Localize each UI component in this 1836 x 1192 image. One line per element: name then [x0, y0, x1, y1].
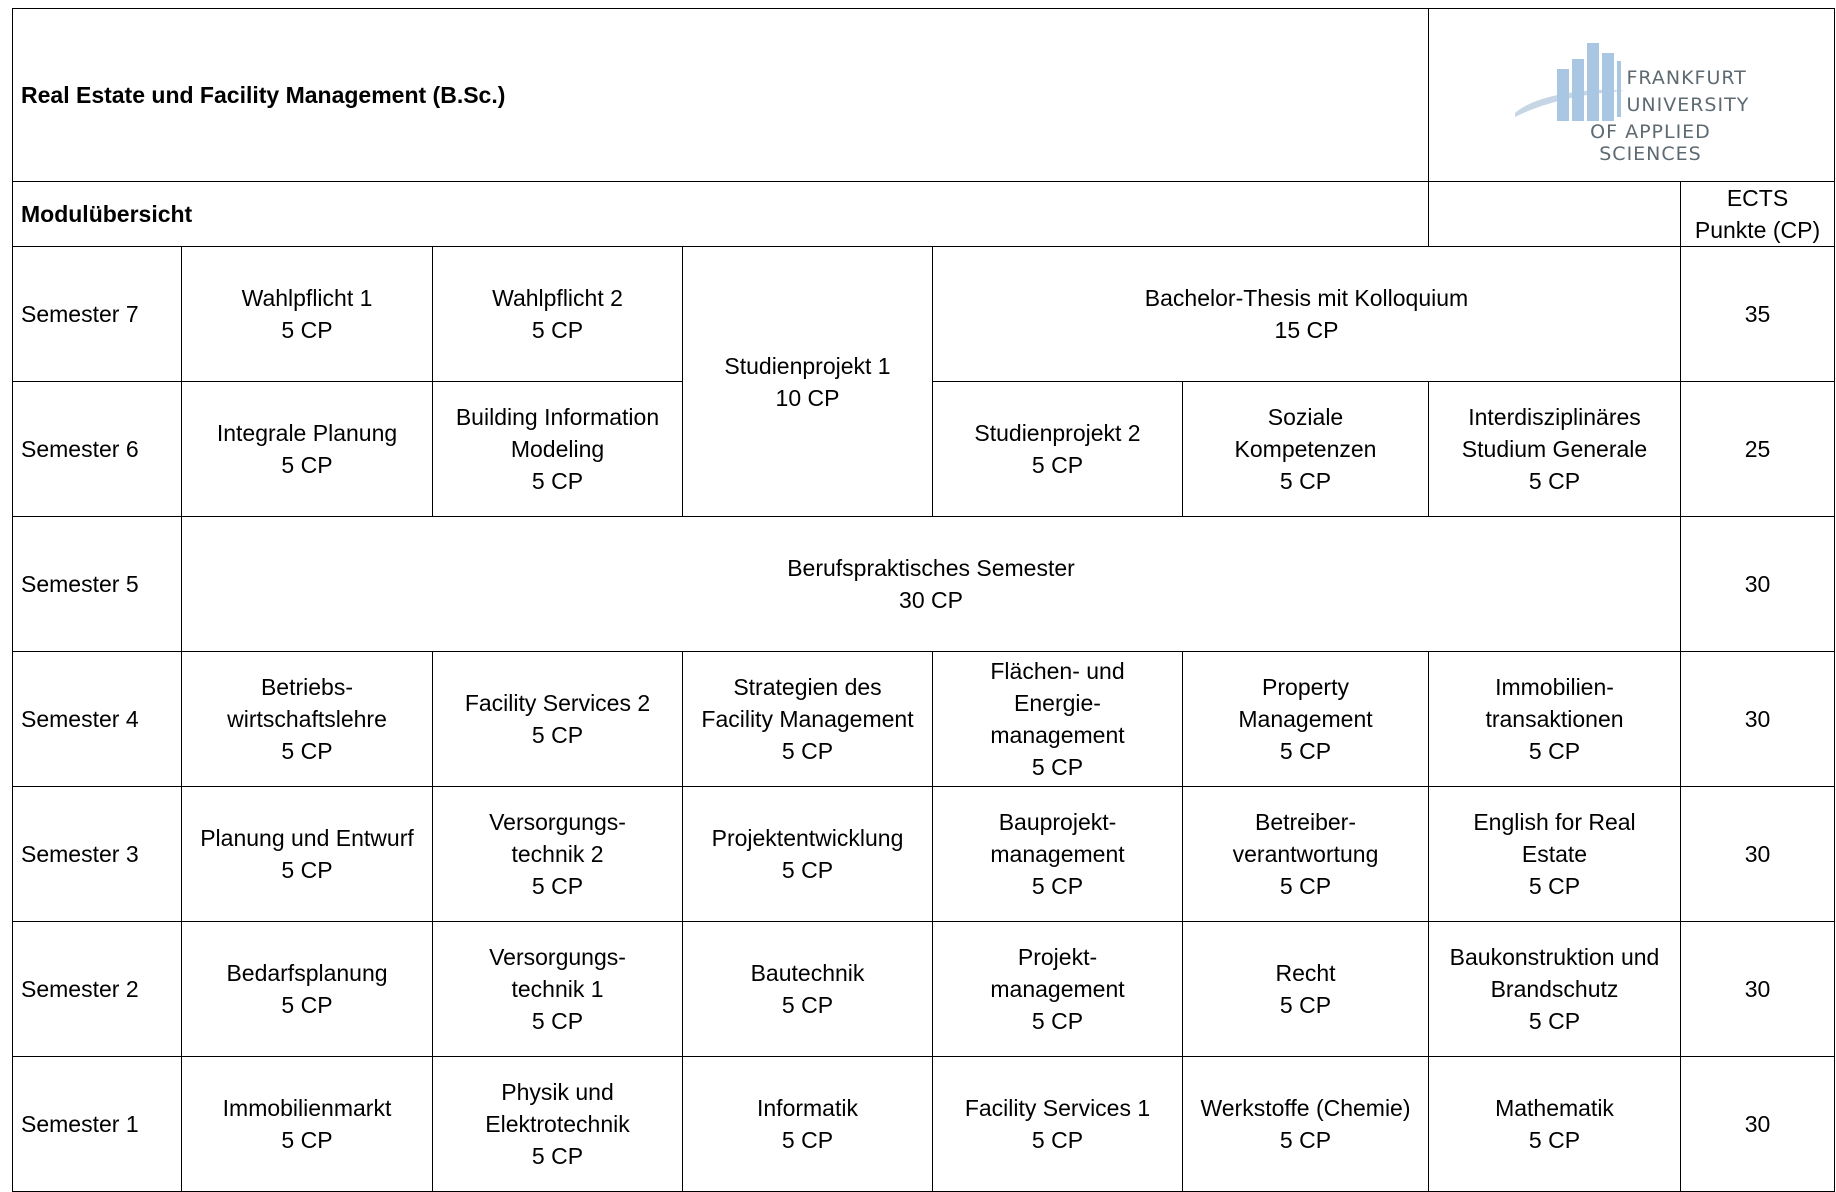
module-name: Projekt- management	[990, 944, 1125, 1002]
semester-label: Semester 4	[13, 652, 182, 787]
module-name: Interdisziplinäres Studium Generale	[1461, 404, 1648, 462]
module-name: Bachelor-Thesis mit Kolloquium	[1144, 285, 1469, 311]
module-cell	[433, 922, 683, 1057]
module-cp: 5 CP	[531, 317, 584, 343]
page-title: Real Estate und Facility Management (B.Sc.)	[13, 9, 1429, 182]
semester-label: Semester 7	[13, 247, 182, 382]
module-cell	[683, 247, 933, 517]
module-cp: 5 CP	[1031, 452, 1084, 478]
module-cp: 5 CP	[1031, 873, 1084, 899]
semester-label: Semester 6	[13, 382, 182, 517]
module-cp: 5 CP	[1528, 873, 1581, 899]
module-cell	[683, 922, 933, 1057]
module-cp: 5 CP	[781, 857, 834, 883]
semester-label: Semester 1	[13, 1057, 182, 1192]
semester-label: Semester 2	[13, 922, 182, 1057]
module-cell	[433, 382, 683, 517]
module-cp: 5 CP	[1031, 1127, 1084, 1153]
module-name: Integrale Planung	[216, 420, 398, 446]
module-cp: 5 CP	[781, 1127, 834, 1153]
module-cp: 5 CP	[1279, 738, 1332, 764]
module-cell	[1183, 787, 1429, 922]
module-name: Werkstoffe (Chemie)	[1200, 1095, 1411, 1121]
module-name: Facility Services 1	[964, 1095, 1151, 1121]
semester-row	[13, 1057, 1835, 1192]
module-name: Versorgungs- technik 2	[489, 809, 626, 867]
module-name: Facility Services 2	[464, 690, 651, 716]
module-cp: 5 CP	[1031, 1008, 1084, 1034]
semester-row	[13, 247, 1835, 382]
module-cp: 5 CP	[281, 857, 333, 883]
module-cp: 5 CP	[531, 722, 584, 748]
module-name: Baukonstruktion und Brandschutz	[1449, 944, 1660, 1002]
module-name: Berufspraktisches Semester	[787, 555, 1075, 581]
module-cell	[1429, 1057, 1681, 1192]
module-name: Property Management	[1238, 674, 1373, 732]
module-name: Projektentwicklung	[711, 825, 904, 851]
module-cp: 5 CP	[531, 1143, 584, 1169]
ects-value: 30	[1681, 517, 1835, 652]
module-name: Recht	[1275, 960, 1336, 986]
module-name: Studienprojekt 1	[724, 352, 891, 379]
module-cp: 5 CP	[1279, 873, 1332, 899]
module-cell	[933, 652, 1183, 787]
module-cp: 5 CP	[281, 317, 333, 343]
module-cp: 5 CP	[531, 1008, 584, 1034]
module-cell	[933, 1057, 1183, 1192]
module-cell	[1183, 1057, 1429, 1192]
ects-header: ECTS Punkte (CP)	[1681, 182, 1835, 247]
university-logo	[1507, 41, 1757, 165]
module-name: Wahlpflicht 2	[492, 285, 623, 311]
module-cp: 5 CP	[1279, 468, 1332, 494]
logo-line-2: UNIVERSITY	[1626, 94, 1750, 116]
module-name: Informatik	[757, 1095, 858, 1121]
module-cell	[683, 1057, 933, 1192]
title-row	[13, 9, 1835, 182]
semester-label: Semester 3	[13, 787, 182, 922]
module-name: Immobilien- transaktionen	[1485, 674, 1624, 732]
module-name: Bedarfsplanung	[226, 960, 388, 986]
module-name: Physik und Elektrotechnik	[485, 1079, 630, 1137]
ects-value: 30	[1681, 922, 1835, 1057]
module-cp: 30 CP	[899, 587, 963, 613]
module-name: Immobilienmarkt	[222, 1095, 392, 1121]
module-cell	[933, 382, 1183, 517]
module-name: Studienprojekt 2	[974, 420, 1141, 446]
module-name: Wahlpflicht 1	[241, 285, 373, 311]
module-cp: 5 CP	[281, 1127, 333, 1153]
module-cell	[433, 1057, 683, 1192]
module-cp: 5 CP	[531, 468, 584, 494]
semester-row	[13, 922, 1835, 1057]
semester-row	[13, 787, 1835, 922]
module-name: Mathematik	[1495, 1095, 1614, 1121]
module-cell	[182, 652, 433, 787]
module-cell	[1183, 382, 1429, 517]
module-cp: 5 CP	[1528, 468, 1581, 494]
module-cell	[683, 787, 933, 922]
module-name: Bautechnik	[750, 960, 865, 986]
module-name: Flächen- und Energie- management	[990, 658, 1125, 748]
module-table	[12, 8, 1835, 1192]
module-cp: 5 CP	[281, 992, 333, 1018]
module-name: Betriebs- wirtschaftslehre	[227, 674, 387, 732]
module-cp: 5 CP	[1528, 1008, 1581, 1034]
module-cell	[182, 517, 1681, 652]
module-name: Soziale Kompetenzen	[1234, 404, 1377, 462]
ects-value: 25	[1681, 382, 1835, 517]
logo-line-1: FRANKFURT	[1626, 67, 1747, 89]
module-cell	[1183, 922, 1429, 1057]
module-cell	[182, 922, 433, 1057]
module-cell	[1183, 652, 1429, 787]
module-cell	[933, 787, 1183, 922]
module-cp: 10 CP	[775, 384, 840, 411]
ects-value: 35	[1681, 247, 1835, 382]
module-name: Bauprojekt- management	[990, 809, 1125, 867]
module-name: Building Information Modeling	[455, 404, 660, 462]
ects-value: 30	[1681, 787, 1835, 922]
module-cell	[433, 247, 683, 382]
module-cp: 5 CP	[1031, 754, 1084, 780]
module-cell	[1429, 652, 1681, 787]
module-cell	[683, 652, 933, 787]
module-name: Planung und Entwurf	[200, 825, 414, 851]
ects-value: 30	[1681, 1057, 1835, 1192]
module-cell	[1429, 787, 1681, 922]
module-cell	[182, 382, 433, 517]
module-name: English for Real Estate	[1473, 809, 1636, 867]
section-title: Modulübersicht	[13, 182, 1429, 247]
module-name: Betreiber- verantwortung	[1232, 809, 1379, 867]
semester-label: Semester 5	[13, 517, 182, 652]
module-cell	[182, 787, 433, 922]
module-cell	[433, 787, 683, 922]
ects-value: 30	[1681, 652, 1835, 787]
semester-row	[13, 517, 1835, 652]
logo-cell	[1429, 9, 1835, 182]
empty-cell	[1429, 182, 1681, 247]
module-cell	[1429, 382, 1681, 517]
module-cp: 5 CP	[1279, 992, 1332, 1018]
module-cell	[933, 247, 1681, 382]
semester-row	[13, 652, 1835, 787]
module-cp: 5 CP	[1279, 1127, 1332, 1153]
module-cp: 5 CP	[531, 873, 584, 899]
module-cp: 5 CP	[281, 452, 333, 478]
module-cell	[182, 247, 433, 382]
module-cell	[933, 922, 1183, 1057]
module-cp: 5 CP	[1528, 738, 1581, 764]
logo-line-3: OF APPLIED SCIENCES	[1590, 121, 1711, 165]
module-cp: 5 CP	[281, 738, 333, 764]
module-name: Versorgungs- technik 1	[489, 944, 626, 1002]
module-cell	[1429, 922, 1681, 1057]
module-cp: 5 CP	[781, 738, 834, 764]
module-cell	[433, 652, 683, 787]
module-name: Strategien des Facility Management	[701, 674, 914, 732]
module-cell	[182, 1057, 433, 1192]
module-cp: 15 CP	[1274, 317, 1339, 343]
module-overview-page	[12, 8, 1834, 1169]
subtitle-row	[13, 182, 1835, 247]
module-cp: 5 CP	[1528, 1127, 1581, 1153]
module-cp: 5 CP	[781, 992, 834, 1018]
